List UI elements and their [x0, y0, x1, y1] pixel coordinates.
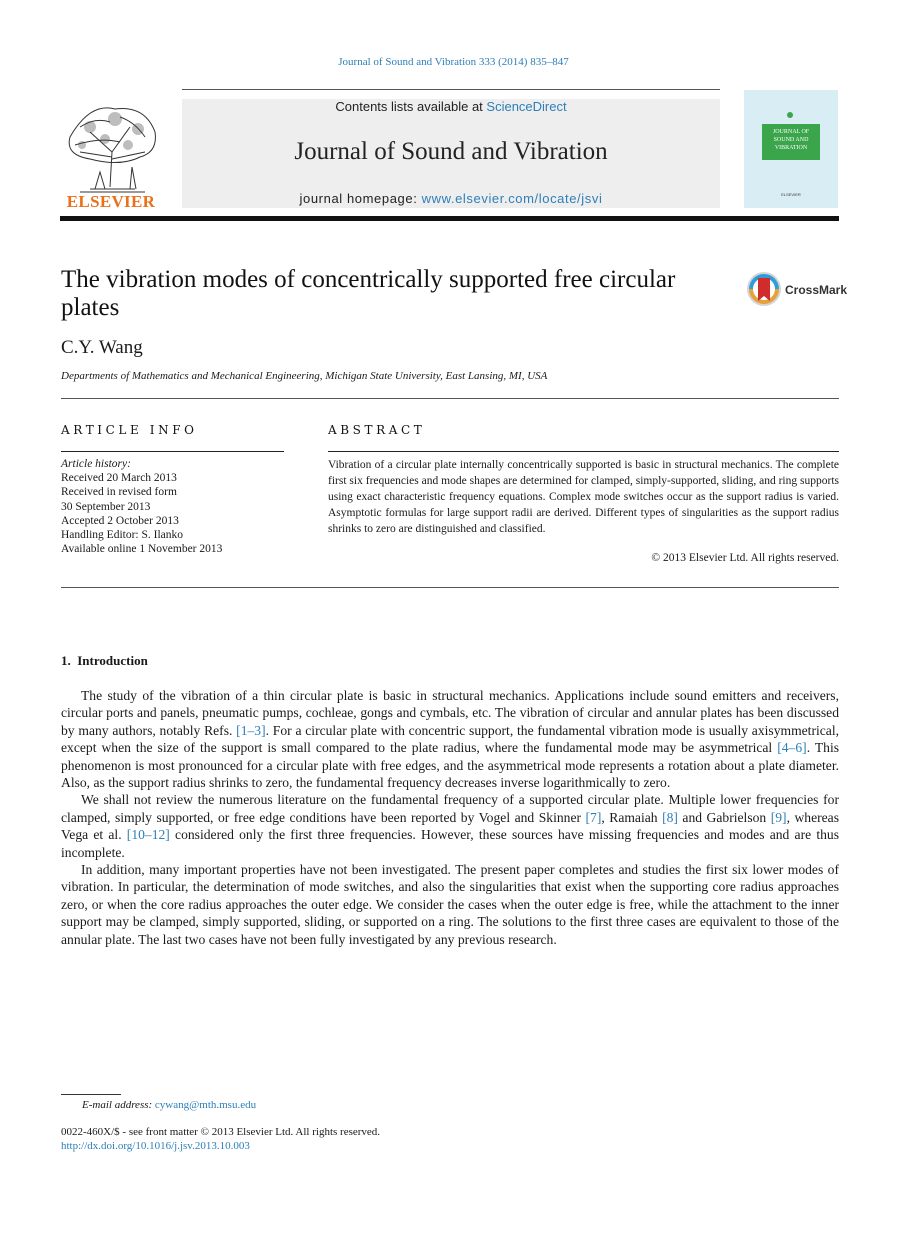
cover-emblem-icon [787, 112, 793, 118]
history-label: Article history: [61, 458, 131, 470]
history-item: Received in revised form [61, 486, 177, 499]
elsevier-wordmark: ELSEVIER [66, 192, 156, 211]
abstract-text: Vibration of a circular plate internally concentrically supported is basic in structural mechanics. The complete first six frequencies and mode shapes are determined for clamped, simply-supported, sliding, and ring supports using exact characteristic frequency equations. Complex mode switches occur as the support radius is varied. Asymptotic formulas for large support radii are derived. Different types of singularities as the support radius shrinks to zero are distinguished and classified. [328, 459, 839, 535]
journal-homepage-link[interactable]: www.elsevier.com/locate/jsvi [421, 191, 603, 206]
author-affiliation: Departments of Mathematics and Mechanical Engineering, Michigan State University, East Lansing, MI, USA [61, 370, 548, 382]
issn-line: 0022-460X/$ - see front matter © 2013 Elsevier Ltd. All rights reserved. [61, 1126, 381, 1138]
paragraph: In addition, many important properties have not been investigated. The present paper completes and studies the first six lower modes of vibration. In particular, the determination of mode switches, and also the singularities that exist when the supporting core radius approaches zero, or when the core radius approaches the outer edge. We consider the cases when the outer edge is free, while the attachment to the inner support may be clamped, simply supported, sliding, or supported on a ring. The solutions to the first three cases are equivalent to those of the annular plate. The last two cases have not been fully investigated by any previous research. [61, 862, 839, 947]
introduction-body [61, 687, 839, 948]
footnote-rule [61, 1094, 121, 1095]
cover-title-panel: JOURNAL OF SOUND AND VIBRATION [762, 124, 820, 160]
article-info-rule [61, 451, 284, 452]
article-info-heading: ARTICLE INFO [61, 423, 198, 437]
sciencedirect-link[interactable]: ScienceDirect [486, 99, 567, 114]
reference-link[interactable]: [4–6] [777, 740, 807, 756]
doi-link[interactable]: http://dx.doi.org/10.1016/j.jsv.2013.10.003 [61, 1140, 250, 1152]
crossmark-icon [746, 271, 782, 307]
history-item: Received 20 March 2013 [61, 472, 177, 485]
reference-link[interactable]: [9] [770, 809, 787, 825]
crossmark-label: CrossMark [785, 283, 848, 297]
cover-publisher: ELSEVIER [781, 192, 801, 197]
paragraph: The study of the vibration of a thin circular plate is basic in structural mechanics. Applications include sound emitters and receivers, circular ports and panels, pneumatic pumps, cochleae, gongs and cymbals, etc. The vibration of circular and annular plates has been discussed by many authors, notably Refs. [1–3]. For a circular plate with concentric support, the fundamental vibration mode is usually axisymmetrical, except when the size of the support is small compared to the plate radius, where the fundamental mode may be asymmetrical [4–6]. This phenomenon is most pronounced for a circular plate with free edges, and the asymmetrical mode represents a rotation about a plate diameter. Also, as the support radius shrinks to zero, the fundamental frequency decreases inverse logarithmically to zero. [61, 688, 840, 791]
title-divider [61, 398, 839, 399]
contents-available-line: Contents lists available at ScienceDirect [335, 99, 567, 114]
history-item: Available online 1 November 2013 [61, 543, 223, 556]
paragraph: We shall not review the numerous literature on the fundamental frequency of a supported circular plate. Multiple lower frequencies for clamped, simply supported, or free edge conditions have been reported by Vogel and Skinner [7], Ramaiah [8] and Gabrielson [9], whereas Vega et al. [10–12] considered only the first three frequencies. However, these sources have missing frequencies and modes and are thus incomplete. [61, 792, 839, 860]
author-name: C.Y. Wang [61, 337, 143, 358]
email-footnote: E-mail address: cywang@mth.msu.edu [82, 1099, 257, 1111]
history-item: 30 September 2013 [61, 500, 151, 513]
header-thick-rule [60, 216, 839, 221]
abstract-copyright: © 2013 Elsevier Ltd. All rights reserved. [651, 552, 839, 564]
history-item: Handling Editor: S. Ilanko [61, 529, 184, 542]
author-email-link[interactable]: cywang@mth.msu.edu [154, 1099, 257, 1111]
reference-link[interactable]: [8] [662, 809, 678, 825]
history-item: Accepted 2 October 2013 [61, 514, 179, 527]
reference-link[interactable]: [10–12] [126, 827, 170, 843]
journal-citation-link[interactable]: Journal of Sound and Vibration 333 (2014) 835–847 [338, 56, 569, 68]
abstract-divider [61, 587, 839, 588]
abstract-rule [328, 451, 839, 452]
abstract-heading: ABSTRACT [328, 423, 426, 437]
reference-link[interactable]: [7] [585, 809, 602, 825]
section-heading-introduction: 1. Introduction [61, 653, 148, 668]
article-title: The vibration modes of concentrically supported free circular plates [61, 266, 676, 321]
header-top-rule [182, 89, 720, 90]
journal-homepage-line: journal homepage: www.elsevier.com/locate/jsvi [299, 191, 603, 206]
journal-title: Journal of Sound and Vibration [294, 138, 608, 165]
crossmark-badge[interactable] [746, 271, 848, 311]
article-history [61, 457, 222, 556]
reference-link[interactable]: [1–3] [236, 722, 266, 738]
